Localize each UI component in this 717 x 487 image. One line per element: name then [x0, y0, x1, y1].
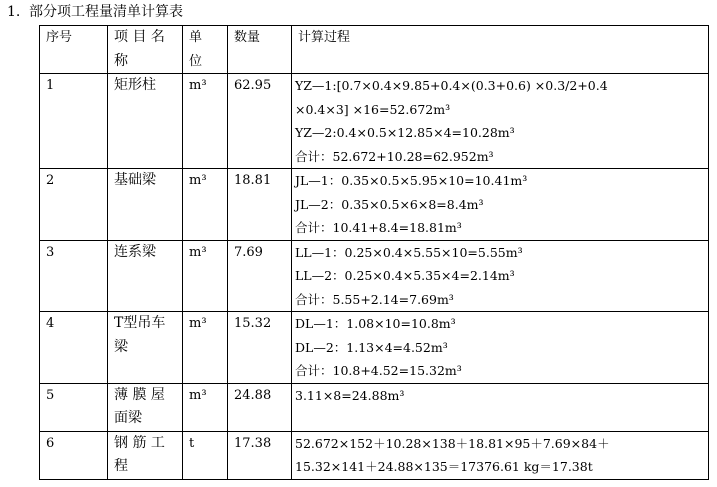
- cell-calc: [292, 240, 709, 312]
- cell-name-line: T型吊车: [114, 315, 166, 331]
- cell-seq: 4: [40, 312, 108, 384]
- header-seq: 序号: [40, 26, 108, 74]
- table-row: [40, 312, 709, 384]
- calc-line: DL—2：1.13×4=4.52m³: [295, 339, 448, 355]
- header-qty: 数量: [228, 26, 292, 74]
- cell-unit: m³: [183, 312, 228, 384]
- calc-line: DL—1：1.08×10=10.8m³: [295, 316, 456, 331]
- header-name-line: 项 目 名: [114, 29, 165, 45]
- cell-seq: 1: [40, 74, 108, 169]
- header-calc: 计算过程: [292, 26, 709, 74]
- cell-seq: 2: [40, 169, 108, 241]
- cell-qty: 62.95: [228, 74, 292, 169]
- calc-line: JL—2：0.35×0.5×6×8=8.4m³: [295, 196, 484, 212]
- table-row: [40, 169, 709, 241]
- cell-calc: [292, 312, 709, 384]
- table-row: [40, 383, 709, 431]
- cell-name: [108, 169, 183, 241]
- cell-name: [108, 312, 183, 384]
- cell-unit: m³: [183, 240, 228, 312]
- cell-qty: 7.69: [228, 240, 292, 312]
- cell-calc: [292, 74, 709, 169]
- calc-line: JL—1：0.35×0.5×5.95×10=10.41m³: [295, 173, 528, 188]
- cell-seq: 5: [40, 383, 108, 431]
- cell-qty: 17.38: [228, 431, 292, 479]
- cell-calc: [292, 431, 709, 479]
- header-name-line: 称: [114, 52, 128, 69]
- cell-qty: 15.32: [228, 312, 292, 384]
- heading-title: 部分项工程量清单计算表: [29, 4, 183, 20]
- heading-number: 1.: [7, 4, 21, 20]
- header-name: [108, 26, 183, 74]
- calc-line: LL—1：0.25×0.4×5.55×10=5.55m³: [295, 244, 523, 260]
- calc-line: 合计：52.672+10.28=62.952m³: [295, 148, 494, 164]
- cell-name-line: 程: [114, 458, 128, 474]
- cell-unit: m³: [183, 383, 228, 431]
- calc-line: LL—2：0.25×0.4×5.35×4=2.14m³: [295, 268, 515, 283]
- cell-name: [108, 383, 183, 431]
- cell-name-line: 矩形柱: [114, 77, 156, 93]
- table-header-row: [40, 26, 709, 74]
- quantity-table: [39, 25, 709, 480]
- cell-name-line: 梁: [114, 338, 128, 355]
- cell-calc: [292, 169, 709, 241]
- cell-name: [108, 240, 183, 312]
- cell-name-line: 基础梁: [114, 172, 156, 188]
- calc-line: 合计：10.8+4.52=15.32m³: [295, 363, 462, 378]
- cell-seq: 6: [40, 431, 108, 479]
- cell-name-line: 钢 筋 工: [114, 434, 165, 451]
- cell-name-line: 薄 膜 屋: [114, 386, 165, 403]
- calc-line: 15.32×141＋24.88×135＝17376.61 kg＝17.38t: [295, 459, 593, 474]
- cell-unit: m³: [183, 74, 228, 169]
- table-row: [40, 431, 709, 479]
- calc-line: 52.672×152＋10.28×138＋18.81×95＋7.69×84＋: [295, 435, 610, 451]
- cell-unit: t: [183, 431, 228, 479]
- cell-seq: 3: [40, 240, 108, 312]
- calc-line: 3.11×8=24.88m³: [295, 387, 405, 403]
- calc-line: ×0.4×3] ×16=52.672m³: [295, 101, 451, 117]
- header-unit-line: 位: [189, 53, 203, 69]
- cell-calc: [292, 383, 709, 431]
- calc-line: 合计：10.41+8.4=18.81m³: [295, 220, 462, 235]
- page-heading: [7, 3, 183, 21]
- cell-qty: 24.88: [228, 383, 292, 431]
- cell-name-line: 面梁: [114, 410, 142, 426]
- calc-line: YZ—2:0.4×0.5×12.85×4=10.28m³: [295, 125, 515, 140]
- header-unit-line: 单: [189, 30, 203, 45]
- cell-name: [108, 74, 183, 169]
- cell-qty: 18.81: [228, 169, 292, 241]
- cell-name-line: 连系梁: [114, 243, 156, 260]
- cell-name: [108, 431, 183, 479]
- calc-line: 合计：5.55+2.14=7.69m³: [295, 291, 454, 307]
- table-row: [40, 240, 709, 312]
- table-row: [40, 74, 709, 169]
- header-unit: [183, 26, 228, 74]
- cell-unit: m³: [183, 169, 228, 241]
- calc-line: YZ—1:[0.7×0.4×9.85+0.4×(0.3+0.6) ×0.3/2+0.4: [295, 78, 608, 93]
